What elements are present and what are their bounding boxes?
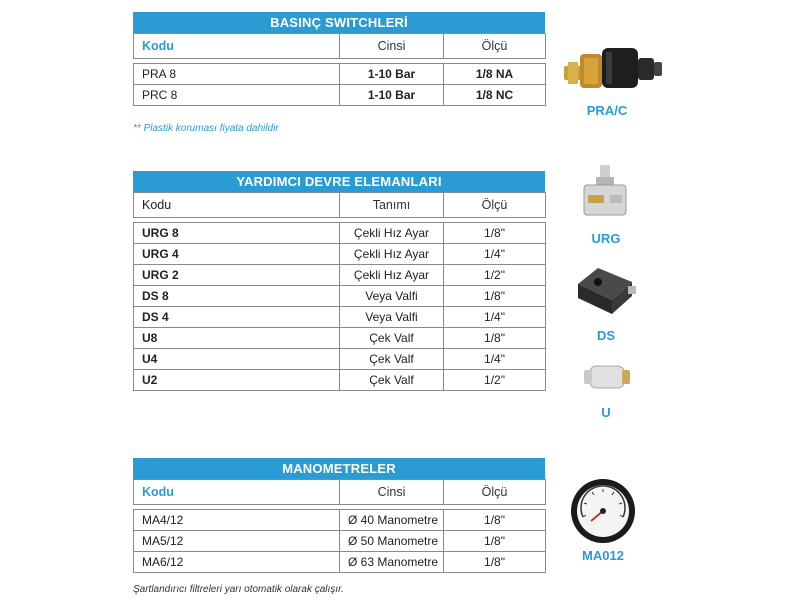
table-row (134, 307, 546, 328)
table-row (134, 64, 546, 85)
row-size: 1/4" (444, 307, 546, 328)
row-size: 1/2" (444, 265, 546, 286)
row-size: 1/4" (444, 244, 546, 265)
table-row (134, 370, 546, 391)
flow-control-image (578, 163, 636, 223)
row-code: URG 8 (134, 223, 340, 244)
row-size: 1/8" (444, 510, 546, 531)
row-desc: Çekli Hız Ayar (340, 265, 444, 286)
row-type: 1-10 Bar (340, 85, 444, 106)
manometre-note: Şartlandırıcı filtreleri yarı otomatik olarak çalışır. (133, 584, 344, 595)
row-code: URG 2 (134, 265, 340, 286)
row-size: 1/8" (444, 531, 546, 552)
row-desc: Çek Valf (340, 349, 444, 370)
shuttle-valve-image (574, 262, 636, 318)
row-code: MA4/12 (134, 510, 340, 531)
header-kodu: Kodu (134, 193, 340, 218)
row-code: MA5/12 (134, 531, 340, 552)
pressure-switch-image (560, 40, 670, 95)
row-code: MA6/12 (134, 552, 340, 573)
row-type: Ø 63 Manometre (340, 552, 444, 573)
table-row (134, 349, 546, 370)
row-type: 1-10 Bar (340, 64, 444, 85)
manometre-table (133, 479, 546, 505)
yardimci-header-row (134, 193, 546, 218)
basinc-header-row (134, 34, 546, 59)
row-type: Ø 50 Manometre (340, 531, 444, 552)
row-desc: Veya Valfi (340, 307, 444, 328)
row-size: 1/8 NA (444, 64, 546, 85)
manometre-title: MANOMETRELER (133, 458, 545, 479)
row-code: DS 8 (134, 286, 340, 307)
row-code: U8 (134, 328, 340, 349)
row-desc: Çek Valf (340, 370, 444, 391)
row-size: 1/8 NC (444, 85, 546, 106)
table-row (134, 265, 546, 286)
row-code: PRA 8 (134, 64, 340, 85)
row-size: 1/4" (444, 349, 546, 370)
product-label-ma: MA012 (582, 548, 624, 563)
header-cinsi: Cinsi (340, 480, 444, 505)
table-row (134, 510, 546, 531)
row-size: 1/8" (444, 328, 546, 349)
manometre-body (133, 509, 546, 573)
row-code: U4 (134, 349, 340, 370)
header-tanimi: Tanımı (340, 193, 444, 218)
row-code: DS 4 (134, 307, 340, 328)
header-olcu: Ölçü (444, 480, 546, 505)
basinc-note: ** Plastik koruması fiyata dahildir (133, 123, 279, 134)
row-size: 1/8" (444, 223, 546, 244)
row-desc: Çekli Hız Ayar (340, 223, 444, 244)
table-row (134, 328, 546, 349)
header-olcu: Ölçü (444, 34, 546, 59)
header-olcu: Ölçü (444, 193, 546, 218)
yardimci-title: YARDIMCI DEVRE ELEMANLARI (133, 171, 545, 192)
table-row (134, 552, 546, 573)
manometre-section (133, 458, 545, 573)
basinc-table (133, 33, 546, 59)
basinc-section (133, 12, 545, 106)
product-label-ds: DS (596, 328, 616, 343)
row-desc: Çek Valf (340, 328, 444, 349)
table-row (134, 286, 546, 307)
table-row (134, 531, 546, 552)
row-type: Ø 40 Manometre (340, 510, 444, 531)
product-label-urg: URG (591, 231, 621, 246)
yardimci-section (133, 171, 545, 391)
row-code: URG 4 (134, 244, 340, 265)
yardimci-body (133, 222, 546, 391)
table-row (134, 244, 546, 265)
row-size: 1/2" (444, 370, 546, 391)
row-code: U2 (134, 370, 340, 391)
table-row (134, 223, 546, 244)
row-size: 1/8" (444, 286, 546, 307)
check-valve-image (582, 356, 632, 396)
row-code: PRC 8 (134, 85, 340, 106)
manometer-image (569, 477, 637, 545)
row-size: 1/8" (444, 552, 546, 573)
table-row (134, 85, 546, 106)
row-desc: Veya Valfi (340, 286, 444, 307)
basinc-title: BASINÇ SWITCHLERİ (133, 12, 545, 33)
manometre-header-row (134, 480, 546, 505)
product-label-pra: PRA/C (586, 103, 628, 118)
row-desc: Çekli Hız Ayar (340, 244, 444, 265)
product-label-u: U (601, 405, 611, 420)
header-cinsi: Cinsi (340, 34, 444, 59)
yardimci-table (133, 192, 546, 218)
basinc-body (133, 63, 546, 106)
header-kodu: Kodu (134, 34, 340, 59)
header-kodu: Kodu (134, 480, 340, 505)
